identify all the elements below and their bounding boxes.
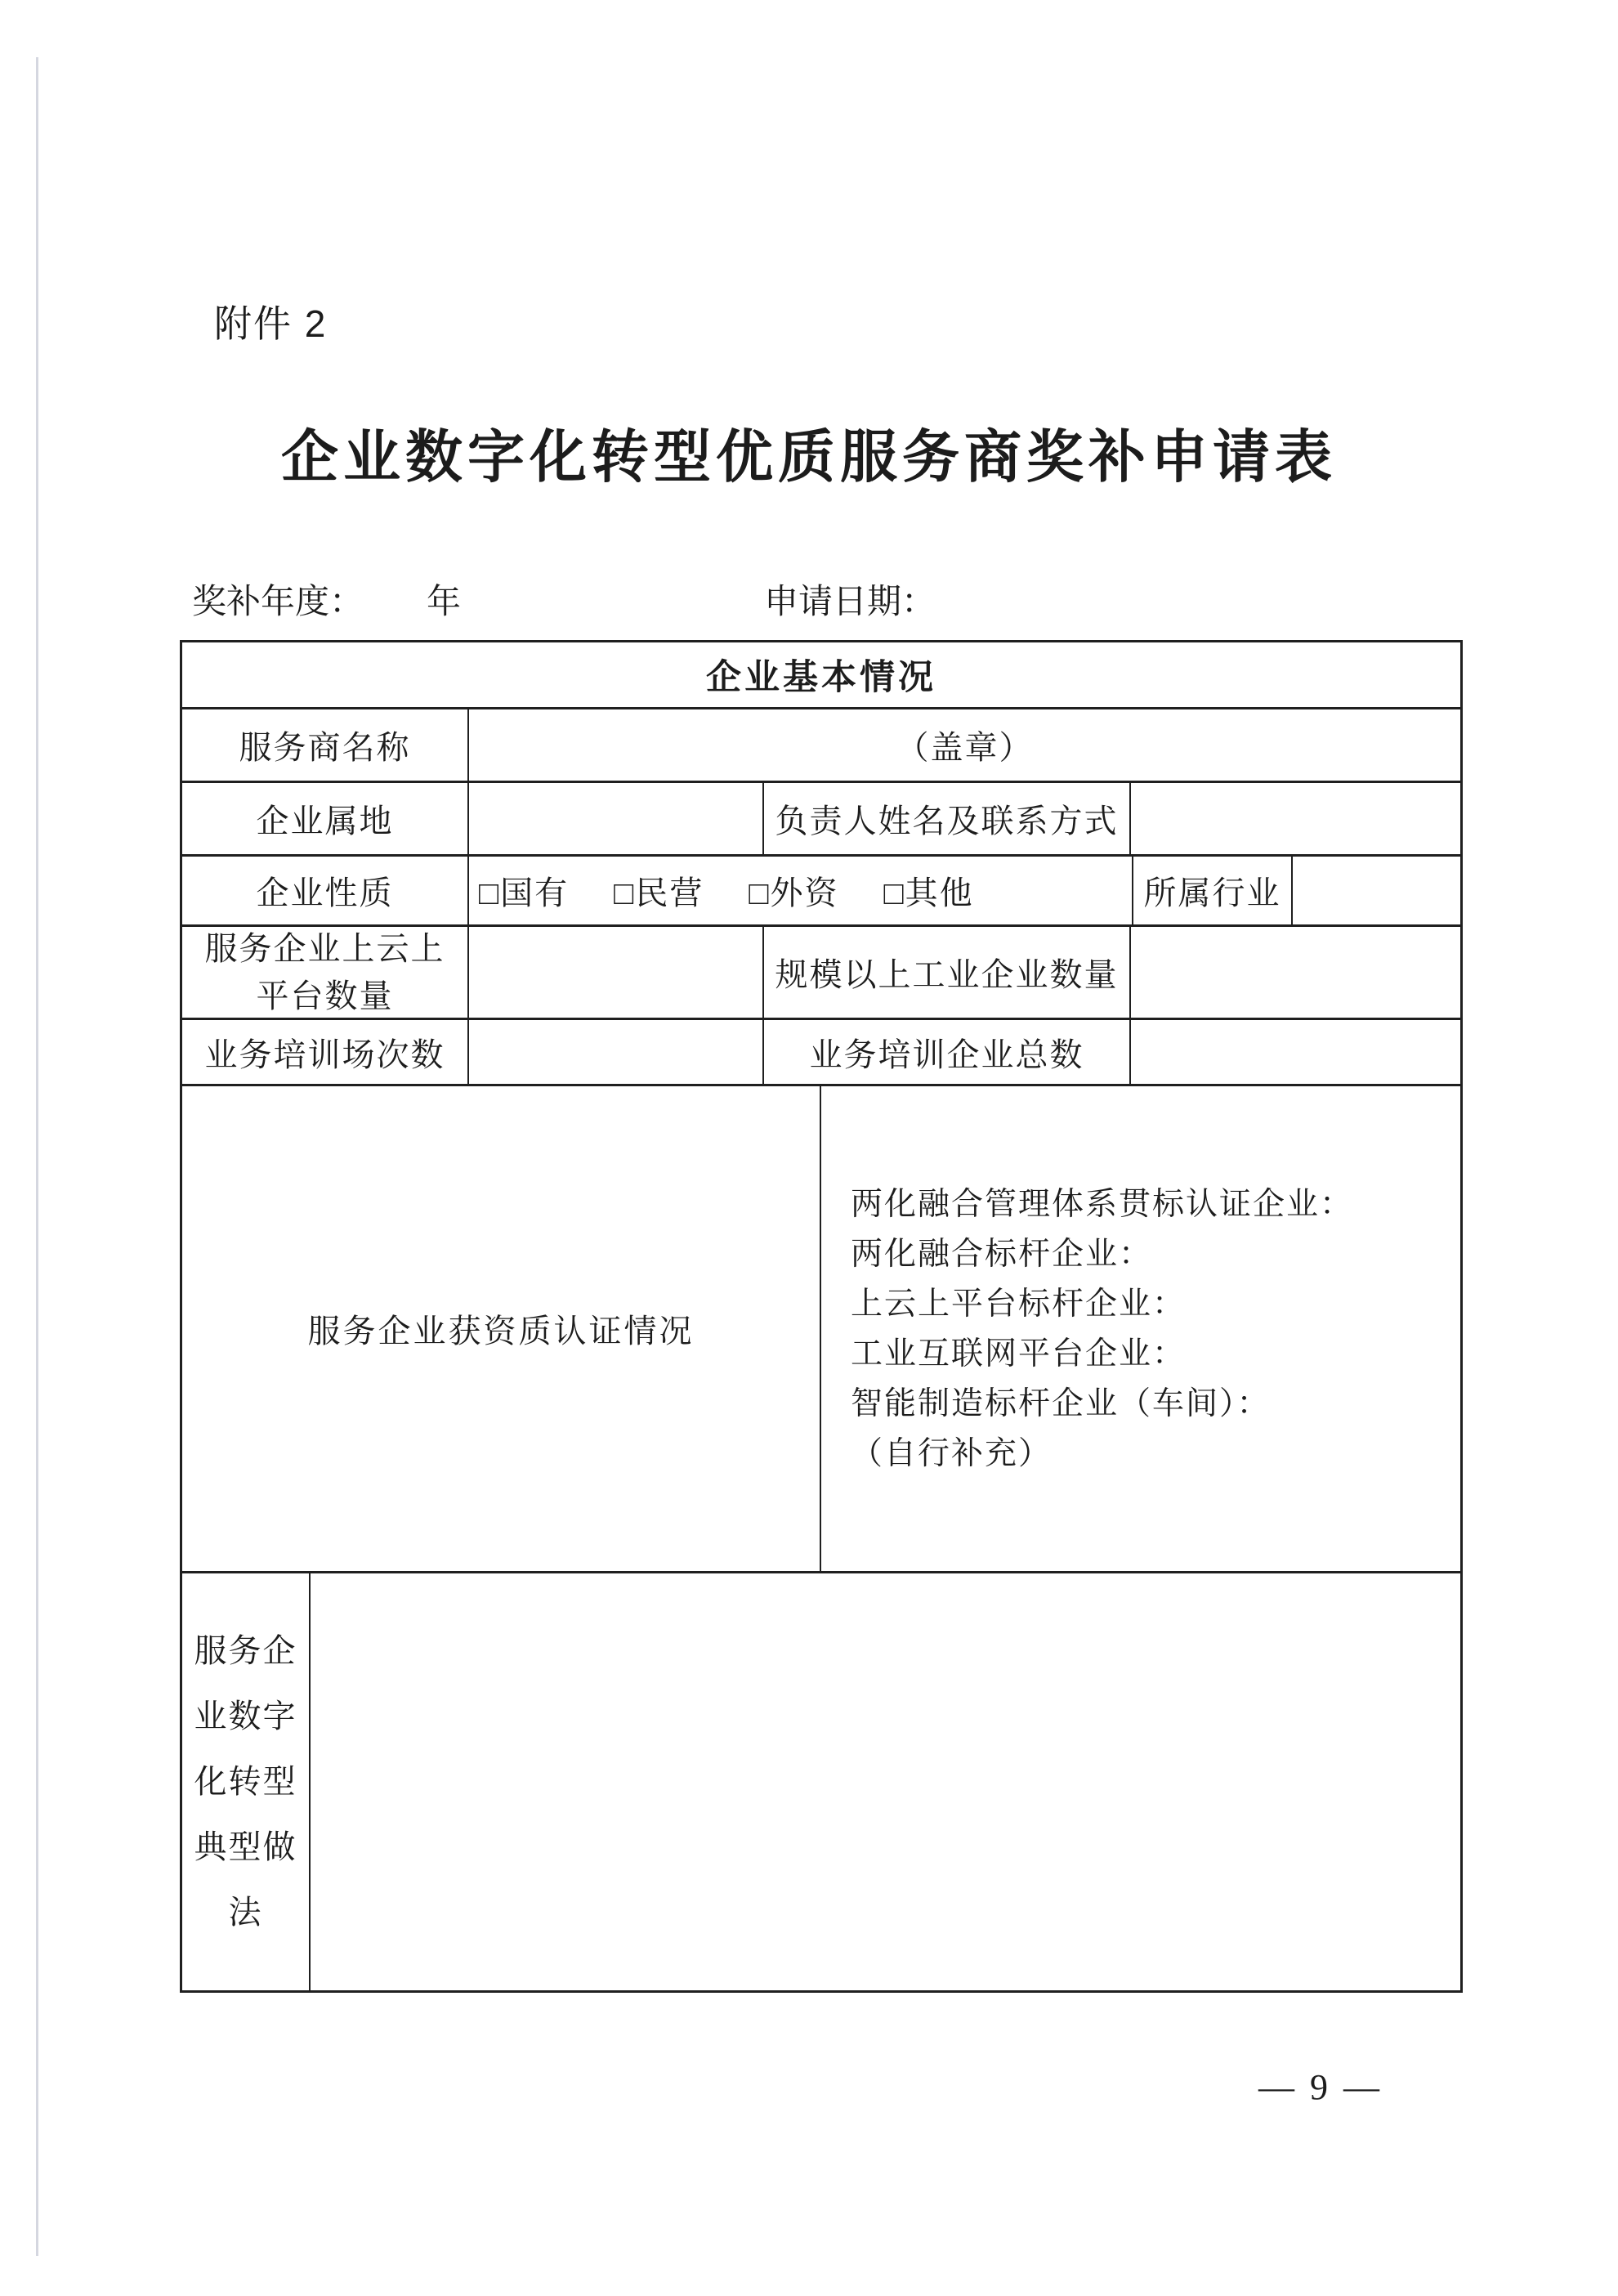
year-suffix-label: 年 [427,582,462,620]
checkbox-option-other: □其他 [883,875,974,911]
training-total-label: 业务培训企业总数 [764,1020,1131,1084]
checkbox-option-private: □民营 [614,875,704,911]
application-form-table [180,640,1463,1993]
industry-label: 所属行业 [1133,857,1293,924]
nature-label: 企业性质 [182,857,469,924]
table-row-location [182,783,1460,857]
scale-enterprise-label: 规模以上工业企业数量 [764,927,1131,1018]
nature-options-cell [469,857,1133,924]
location-value-cell [469,783,764,854]
typical-practice-label: 服务企业数字化转型典型做法 [182,1573,311,1990]
scale-enterprise-value-cell [1131,927,1460,1018]
certification-line-cloud-benchmark: 上云上平台标杆企业： [851,1286,1187,1322]
certification-line-smart-manufacturing: 智能制造标杆企业（车间）： [851,1385,1271,1421]
table-row-training [182,1020,1460,1086]
provider-name-value-cell: （盖章） [896,729,1034,766]
contact-label: 负责人姓名及联系方式 [764,783,1131,854]
certification-label: 服务企业获资质认证情况 [182,1086,821,1571]
training-total-value-cell [1131,1020,1460,1084]
apply-date-label: 申请日期： [764,582,936,620]
location-label: 企业属地 [182,783,469,854]
table-row-nature [182,857,1460,927]
attachment-label: 附件 2 [214,302,328,345]
contact-value-cell [1131,783,1460,854]
checkbox-option-foreign: □外资 [749,875,839,911]
certification-line-self-supplement: （自行补充） [851,1435,1053,1471]
certification-lines-cell [821,1086,1460,1571]
typical-practice-value-cell [311,1573,1460,1990]
table-row-provider-name [182,709,1460,783]
table-row-typical-practice [182,1573,1460,1990]
page-title: 企业数字化转型优质服务商奖补申请表 [281,425,1337,489]
table-row-certification [182,1086,1460,1573]
scan-artifact-line [36,57,38,2256]
table-row-section-header [182,642,1460,709]
meta-line [192,575,1467,624]
provider-name-label: 服务商名称 [182,709,469,781]
industry-value-cell [1293,857,1460,924]
table-row-cloud-count [182,927,1460,1020]
cloud-count-label: 服务企业上云上平台数量 [182,927,469,1018]
certification-line-integration-cert: 两化融合管理体系贯标认证企业： [851,1186,1354,1222]
checkbox-option-state-owned: □国有 [479,875,570,911]
certification-line-integration-benchmark: 两化融合标杆企业： [851,1236,1153,1272]
cloud-count-value-cell [469,927,764,1018]
training-sessions-value-cell [469,1020,764,1084]
section-header-cell: 企业基本情况 [706,658,936,697]
page-number: — 9 — [1258,2067,1383,2107]
training-sessions-label: 业务培训场次数 [182,1020,469,1084]
certification-line-industrial-internet: 工业互联网平台企业： [851,1336,1187,1372]
award-year-label: 奖补年度： [192,582,364,620]
